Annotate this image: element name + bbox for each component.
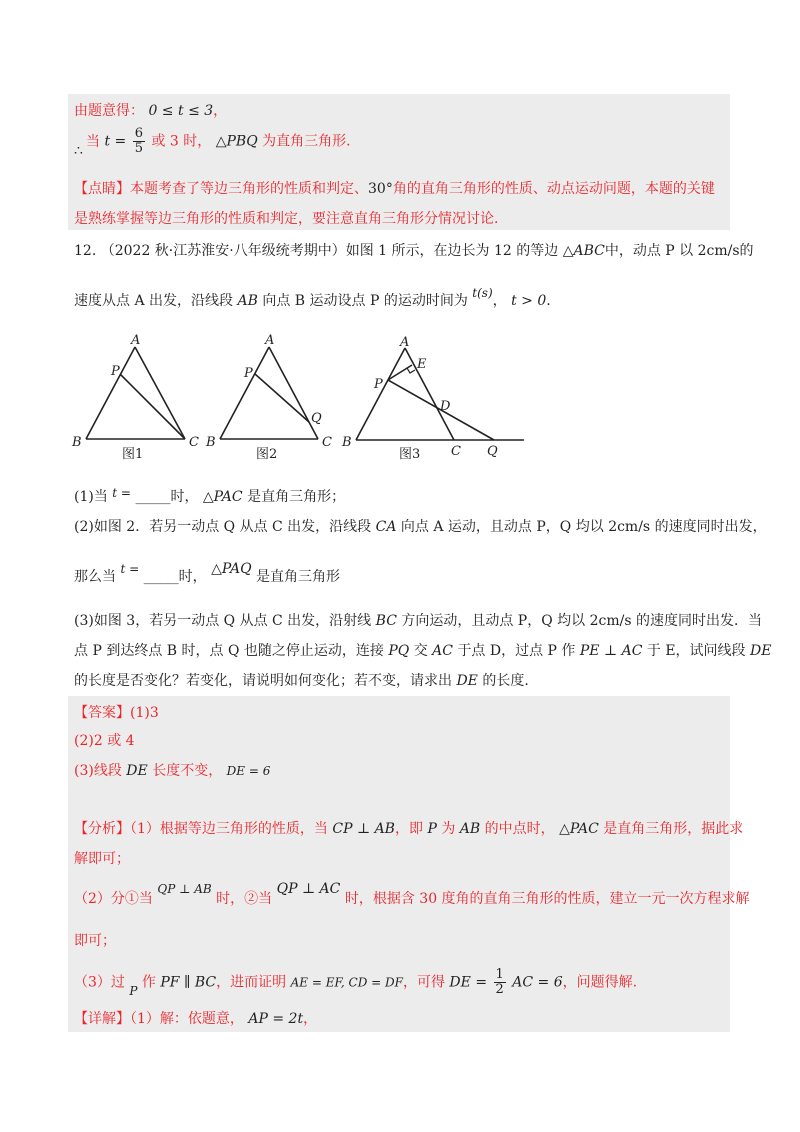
fig1-label-C: C (189, 435, 199, 450)
fig1-label-P: P (111, 364, 120, 379)
part-3-line-2: 点 P 到达终点 B 时，点 Q 也随之停止运动，连接 PQ 交 AC 于点 D，过点 P 作 PE ⊥ AC 于 E，试问线段 DE (74, 643, 772, 659)
question-line-1: 12. （2022 秋·江苏淮安·八年级统考期中）如图 1 所示，在边长为 12 的等边 △ABC中，动点 P 以 2cm/s的 (74, 243, 754, 259)
figures (0, 330, 800, 470)
fig3-label-D: D (440, 399, 451, 414)
fig3-label-B: B (342, 435, 352, 450)
detail-line: 【详解】（1）解：依题意， AP = 2t， (74, 1011, 318, 1027)
answer-2: (2)2 或 4 (74, 733, 135, 749)
fig1-caption: 图1 (122, 447, 144, 462)
figure-2 (220, 347, 318, 439)
fig1-label-B: B (72, 435, 82, 450)
analysis-line-2: 解即可； (74, 851, 130, 867)
fig2-label-P: P (244, 366, 253, 381)
fig2-label-C: C (322, 435, 332, 450)
fig2-label-A: A (265, 333, 275, 348)
part-3-line-3: 的长度是否变化？若变化，请说明如何变化；若不变，请求出 DE 的长度. (74, 673, 529, 689)
solution-line-2: ∴ 当 t = $\frac{6}{5}$ 或 3 时， △PBQ 为直角三角形. (74, 126, 351, 159)
fraction-6-5: $\frac{6}{5}$ (134, 126, 143, 156)
analysis-line-5: （3）过 P 作 PF ∥ BC，进而证明 AE = EF, CD = DF，可得 DE = $\frac{1}{2}$ AC = 6，问题得解. (74, 967, 638, 998)
fig2-label-B: B (206, 435, 216, 450)
fig1-label-A: A (131, 333, 141, 348)
fig3-caption: 图3 (399, 447, 421, 462)
analysis-line-1: 【分析】（1）根据等边三角形的性质，当 CP ⊥ AB，即 P 为 AB 的中点时， △PAC 是直角三角形，据此求 (74, 821, 744, 837)
remark-line-2: 是熟练掌握等边三角形的性质和判定，要注意直角三角形分情况讨论. (74, 211, 499, 227)
remark-line-1: 【点睛】本题考查了等边三角形的性质和判定、30°角的直角三角形的性质、动点运动问题，本题的关键 (74, 181, 715, 197)
analysis-line-3: （2）分①当 QP ⊥ AB 时，②当 QP ⊥ AC 时，根据含 30 度角的直角三角形的性质，建立一元一次方程求解 (74, 881, 750, 907)
part-1: (1)当 t = _____时， △PAC 是直角三角形； (74, 486, 346, 505)
fig3-label-P: P (374, 377, 383, 392)
solution-line-1: 由题意得： 0 ≤ t ≤ 3， (74, 103, 228, 119)
fraction-1-2: $\frac{1}{2}$ (495, 967, 504, 997)
fig2-label-Q: Q (311, 411, 322, 426)
analysis-line-4: 即可； (74, 933, 116, 949)
fig2-caption: 图2 (256, 447, 278, 462)
fig3-label-E: E (417, 357, 427, 372)
figure-3 (356, 348, 524, 440)
fig3-label-Q: Q (487, 444, 498, 459)
answer-3: (3)线段 DE 长度不变， DE = 6 (74, 763, 271, 779)
part-3-line-1: (3)如图 3，若另一动点 Q 从点 C 出发，沿射线 BC 方向运动，且动点 P，Q 均以 2cm/s 的速度同时出发．当 (74, 613, 763, 629)
fig3-label-C: C (451, 444, 461, 459)
figure-1 (86, 347, 185, 439)
part-2-line-2: 那么当 t = _____时， △PAQ 是直角三角形 (74, 561, 341, 585)
part-2-line-1: (2)如图 2．若另一动点 Q 从点 C 出发，沿线段 CA 向点 A 运动，且动点 P，Q 均以 2cm/s 的速度同时出发， (74, 519, 767, 535)
fig3-label-A: A (400, 335, 410, 350)
question-line-2: 速度从点 A 出发，沿线段 AB 向点 B 运动设点 P 的运动时间为 t(s)， t > 0. (74, 286, 551, 309)
answer-1: 【答案】(1)3 (74, 705, 159, 721)
